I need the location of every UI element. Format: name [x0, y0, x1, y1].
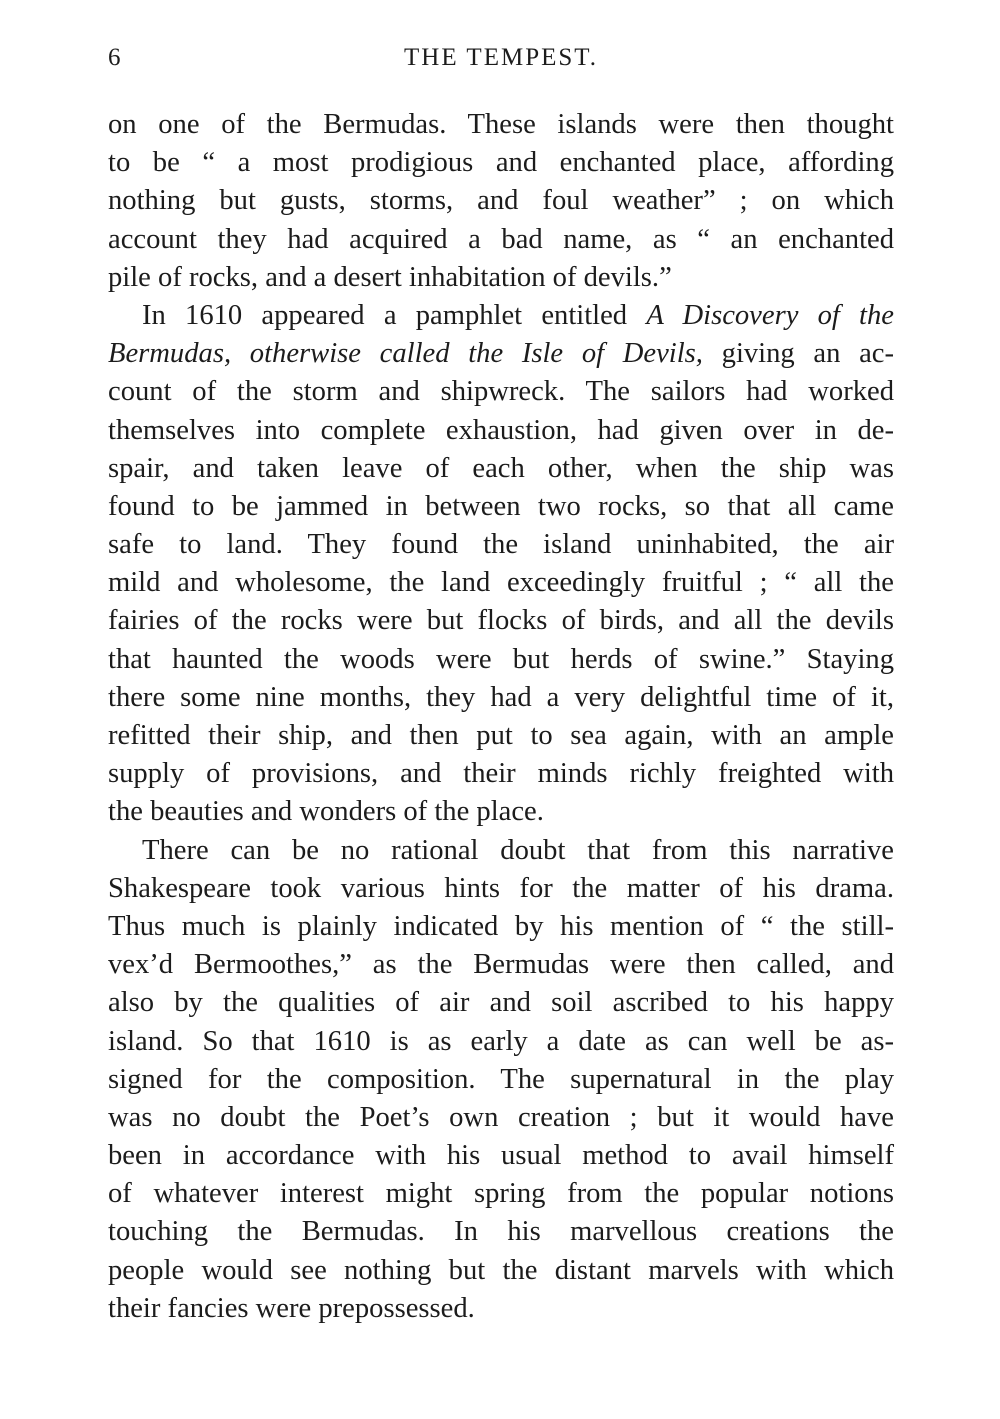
text-line: spair, and taken leave of each other, when the ship was [108, 452, 894, 484]
running-title: THE TEMPEST. [404, 44, 598, 71]
text-line: refitted their ship, and then put to sea again, with an ample [108, 720, 894, 751]
text-line: fairies of the rocks were but flocks of birds, and all the devils [108, 605, 894, 637]
running-head [108, 44, 894, 80]
text-line: on one of the Bermudas. These islands were then thought [108, 109, 894, 140]
text-line: account they had acquired a bad name, as “ an enchanted [108, 223, 894, 255]
text-line: mild and wholesome, the land exceedingly fruitful ; “ all the [108, 567, 894, 599]
text-line: nothing but gusts, storms, and foul weather” ; on which [108, 185, 894, 217]
text-line: been in accordance with his usual method to avail himself [108, 1140, 894, 1172]
text-line: There can be no rational doubt that from this narrative [142, 834, 894, 866]
text-run: In 1610 appeared a pamphlet entitled [142, 299, 647, 331]
text-line: Thus much is plainly indicated by his mention of “ the still- [108, 910, 894, 942]
text-line: touching the Bermudas. In his marvellous creations the [108, 1216, 894, 1248]
text-line: supply of provisions, and their minds richly freighted with [108, 758, 894, 790]
text-line: found to be jammed in between two rocks, so that all came [108, 490, 894, 522]
text-line: that haunted the woods were but herds of swine.” Staying [108, 643, 894, 675]
text-run: giving an ac- [702, 338, 894, 370]
text-line: was no doubt the Poet’s own creation ; but it would have [108, 1101, 894, 1133]
text-line: of whatever interest might spring from the popular notions [108, 1178, 894, 1210]
pamphlet-title: A Discovery of the [646, 299, 894, 331]
text-line: also by the qualities of air and soil ascribed to his happy [108, 987, 894, 1019]
text-line: people would see nothing but the distant marvels with which [108, 1254, 894, 1286]
text-line [108, 335, 894, 373]
pamphlet-title: Bermudas, otherwise called the Isle of Devils, [108, 338, 703, 370]
text-line: signed for the composition. The supernatural in the play [108, 1063, 894, 1095]
paragraph-1 [108, 106, 894, 297]
text-line: island. So that 1610 is as early a date as can well be as- [108, 1025, 894, 1057]
text-line: vex’d Bermoothes,” as the Bermudas were then called, and [108, 949, 894, 981]
text-line: their fancies were prepossessed. [108, 1292, 475, 1324]
text-line: count of the storm and shipwreck. The sailors had worked [108, 376, 894, 408]
text-line: pile of rocks, and a desert inhabitation of devils.” [108, 261, 672, 293]
paragraph-2 [108, 297, 894, 832]
text-line: there some nine months, they had a very delightful time of it, [108, 681, 894, 713]
text-line [108, 297, 894, 335]
text-line: the beauties and wonders of the place. [108, 796, 544, 828]
paragraph-3 [108, 832, 894, 1328]
body-text [108, 106, 894, 1328]
text-line: to be “ a most prodigious and enchanted place, affording [108, 147, 894, 179]
page-number: 6 [108, 44, 122, 71]
text-line: themselves into complete exhaustion, had given over in de- [108, 414, 894, 446]
text-line: Shakespeare took various hints for the matter of his drama. [108, 872, 894, 904]
text-line: safe to land. They found the island uninhabited, the air [108, 529, 894, 561]
